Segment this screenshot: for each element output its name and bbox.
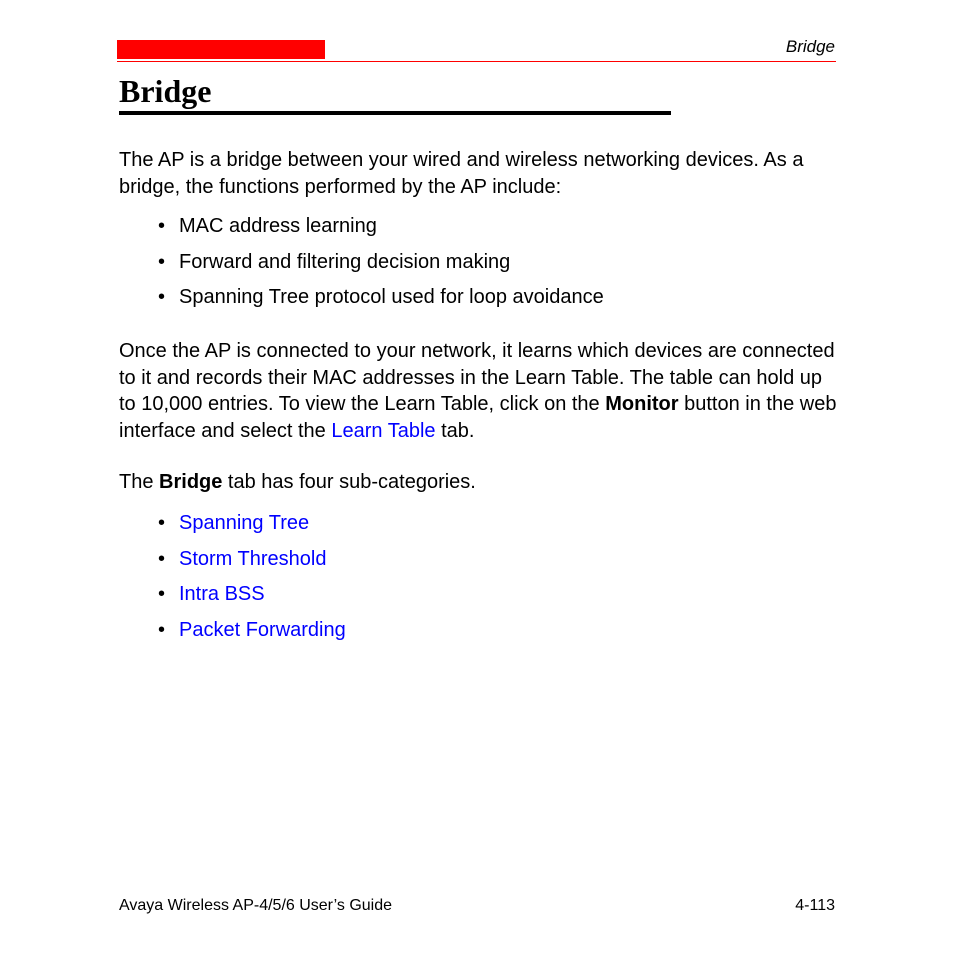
list-item xyxy=(119,581,346,607)
list-item-label: Spanning Tree protocol used for loop avoidance xyxy=(179,286,604,308)
learn-table-link[interactable]: Learn Table xyxy=(331,419,436,442)
header-red-rule xyxy=(117,61,836,62)
list-item-label: Forward and filtering decision making xyxy=(179,250,511,273)
bullet-icon: • xyxy=(158,250,166,273)
footer-page-number: 4-113 xyxy=(795,897,835,914)
bullet-icon: • xyxy=(158,286,166,308)
bridge-bold-term: Bridge xyxy=(159,471,223,493)
header-red-bar xyxy=(117,40,325,59)
learn-text-2: button in the web interface and select the xyxy=(119,393,837,442)
bullet-icon: • xyxy=(158,547,166,570)
running-head: Bridge xyxy=(785,37,835,56)
learn-text-1: Once the AP is connected to your network, it learns which devices are connected to it and records their MAC addresses in the Learn Table. The table can hold up to 10,000 entries. To view the Learn Table, click on the xyxy=(119,340,835,415)
title-underline-rule xyxy=(119,111,671,115)
list-item xyxy=(119,546,346,572)
packet-forwarding-link[interactable]: Packet Forwarding xyxy=(179,618,346,641)
learn-text-3: tab. xyxy=(435,419,475,442)
intra-bss-link[interactable]: Intra BSS xyxy=(179,583,265,605)
list-item xyxy=(119,213,604,239)
list-item xyxy=(119,510,346,536)
subcategories-paragraph xyxy=(119,469,839,496)
bullet-icon: • xyxy=(158,512,166,534)
monitor-bold-term: Monitor xyxy=(605,393,679,415)
list-item xyxy=(119,249,604,275)
storm-threshold-link[interactable]: Storm Threshold xyxy=(179,547,327,570)
list-item xyxy=(119,284,604,310)
spanning-tree-link[interactable]: Spanning Tree xyxy=(179,512,310,534)
section-title: Bridge xyxy=(119,73,212,109)
subcategory-links-list xyxy=(119,510,346,652)
intro-paragraph: The AP is a bridge between your wired and wireless networking devices. As a bridge, the functions performed by the AP include: xyxy=(119,149,804,198)
subcats-text-2: tab has four sub-categories. xyxy=(222,471,476,493)
bullet-icon: • xyxy=(158,583,166,605)
learn-table-paragraph xyxy=(119,338,839,444)
subcats-text-1: The xyxy=(119,471,160,493)
bullet-icon: • xyxy=(158,215,166,237)
footer-guide-title: Avaya Wireless AP-4/5/6 User’s Guide xyxy=(119,897,393,914)
list-item xyxy=(119,617,346,643)
bullet-icon: • xyxy=(158,618,166,641)
list-item-label: MAC address learning xyxy=(179,215,377,237)
bridge-functions-list xyxy=(119,213,604,320)
